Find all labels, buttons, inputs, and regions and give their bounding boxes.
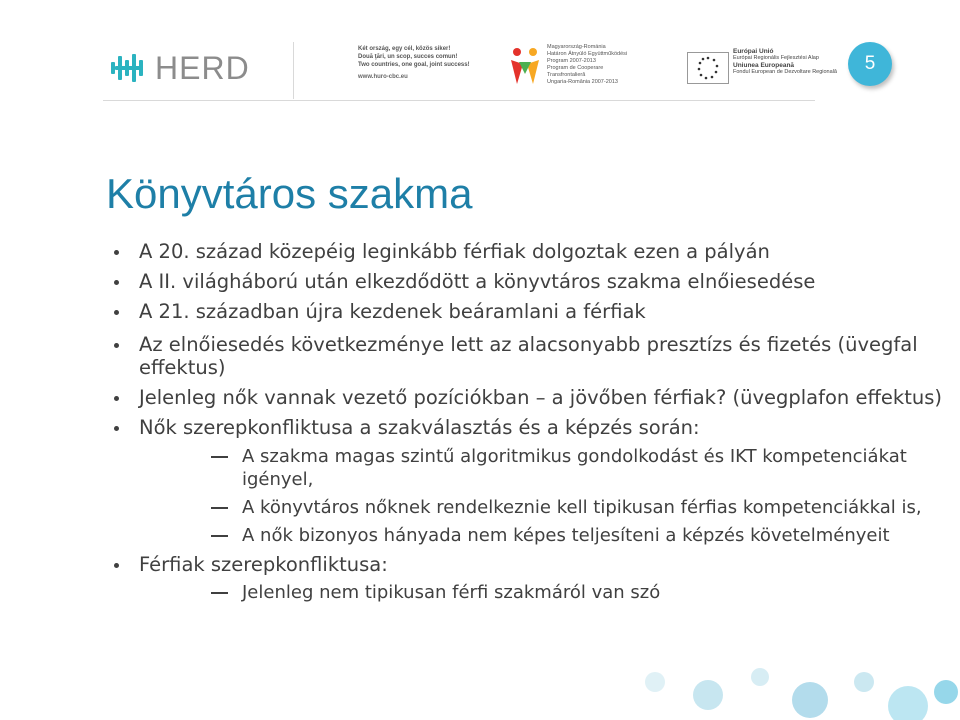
bullet-text: Férfiak szerepkonfliktusa: <box>139 553 388 576</box>
dash-icon <box>211 507 228 509</box>
program-line: Transfrontalieră <box>547 72 586 78</box>
bullet-text: Nők szerepkonfliktusa a szakválasztás és a képzés során: <box>139 416 700 439</box>
bullet-item <box>108 333 948 379</box>
sub-bullet-text: A könyvtáros nőknek rendelkeznie kell tipikusan férfias kompetenciákkal is, <box>242 497 922 518</box>
bullet-list <box>108 240 948 604</box>
bullet-dot-icon <box>114 563 119 568</box>
bullet-item <box>108 240 948 263</box>
slide-title: Könyvtáros szakma <box>106 170 473 217</box>
program-logo <box>505 44 675 96</box>
sub-bullet-text: A nők bizonyos hányada nem képes teljesíteni a képzés követelményeit <box>242 525 890 546</box>
dash-icon <box>211 535 228 537</box>
bullet-item <box>108 300 948 323</box>
herd-molecule-icon <box>109 52 149 84</box>
program-line: Magyarország-Románia <box>547 44 606 50</box>
bullet-text: Jelenleg nők vannak vezető pozíciókban – a jövőben férfiak? (üvegplafon effektus) <box>139 386 942 409</box>
slogan-line: Two countries, one goal, joint success! <box>358 62 470 68</box>
eu-line: Uniunea Europeană <box>733 62 795 69</box>
program-line: Határon Átnyúló Együttműködési <box>547 51 628 57</box>
herd-logo <box>109 50 250 86</box>
herd-logo-text: HERD <box>155 50 250 86</box>
slogan-block <box>358 45 488 81</box>
program-line: Program de Cooperare <box>547 65 604 71</box>
eu-line: Fondul European de Dezvoltare Regională <box>733 69 837 75</box>
bullet-dot-icon <box>114 396 119 401</box>
bullet-dot-icon <box>114 310 119 315</box>
sub-bullet-item <box>108 524 948 547</box>
eu-line: Európai Regionális Fejlesztési Alap <box>733 55 819 61</box>
sub-bullet-text: Jelenleg nem tipikusan férfi szakmáról van szó <box>242 582 661 603</box>
page-number-badge: 5 <box>848 42 892 86</box>
bullet-item <box>108 270 948 293</box>
bullet-item <box>108 386 948 409</box>
decorative-dots <box>640 640 960 720</box>
bullet-text: Az elnőiesedés következménye lett az alacsonyabb presztízs és fizetés (üvegfal effektus) <box>139 333 918 379</box>
bullet-dot-icon <box>114 280 119 285</box>
eu-flag-icon <box>687 52 729 84</box>
sub-bullet-item <box>108 496 948 519</box>
bullet-item <box>108 416 948 439</box>
huro-program-icon <box>505 44 545 88</box>
sub-bullet-text: A szakma magas szintű algoritmikus gondolkodást és IKT kompetenciákat igényel, <box>242 446 907 490</box>
bullet-text: A II. világháború után elkezdődött a könyvtáros szakma elnőiesedése <box>139 270 816 293</box>
sub-bullet-item <box>108 445 948 491</box>
slogan-line: Két ország, egy cél, közös siker! <box>358 46 451 52</box>
bullet-item <box>108 553 948 576</box>
bullet-text: A 20. század közepéig leginkább férfiak dolgoztak ezen a pályán <box>139 240 770 263</box>
divider <box>293 42 294 99</box>
bullet-dot-icon <box>114 250 119 255</box>
eu-logo <box>687 48 837 94</box>
sub-bullet-item <box>108 581 948 604</box>
logo-strip <box>103 42 837 101</box>
program-line: Ungaria-România 2007-2013 <box>547 79 618 85</box>
bullet-dot-icon <box>114 426 119 431</box>
eu-line: Európai Unió <box>733 48 774 55</box>
program-line: Program 2007-2013 <box>547 58 596 64</box>
bullet-dot-icon <box>114 343 119 348</box>
bullet-text: A 21. században újra kezdenek beáramlani a férfiak <box>139 300 646 323</box>
dash-icon <box>211 456 228 458</box>
dash-icon <box>211 592 228 594</box>
slogan-url: www.huro-cbc.eu <box>358 74 408 80</box>
slogan-line: Două ţări, un scop, succes comun! <box>358 54 458 60</box>
